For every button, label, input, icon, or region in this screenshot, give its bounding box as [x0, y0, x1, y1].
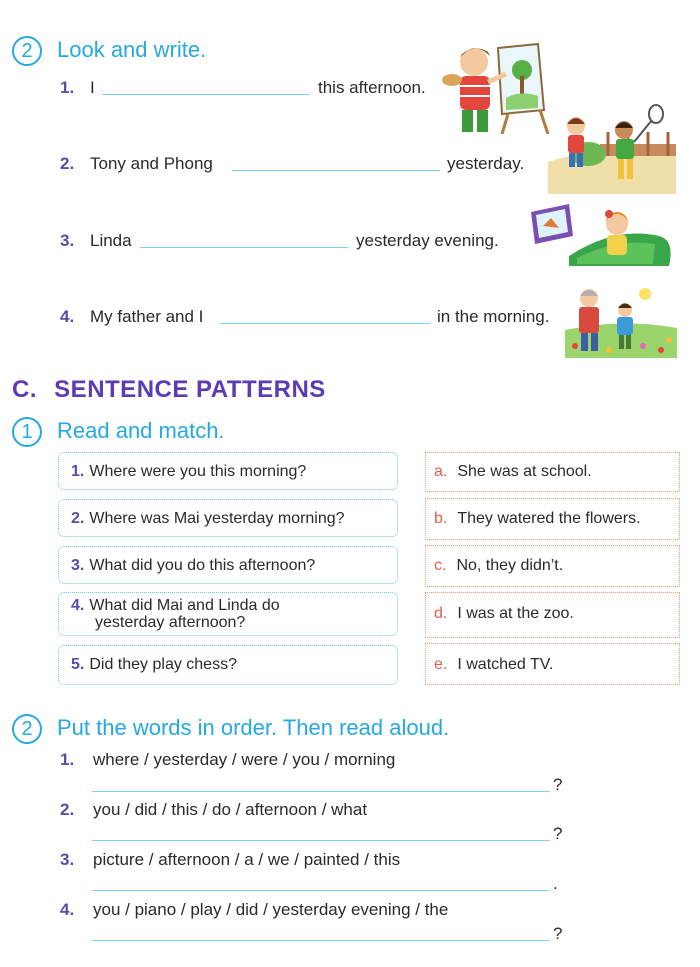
sentence-punctuation: . — [553, 874, 558, 893]
scrambled-words: you / piano / play / did / yesterday evening / the — [93, 900, 449, 919]
answer-text: They watered the flowers. — [457, 510, 641, 527]
exercise-number-badge: 2 — [12, 714, 42, 744]
answer-letter: c. — [434, 557, 447, 574]
answer-blank[interactable] — [220, 323, 430, 324]
boy-painting-illustration — [440, 38, 555, 134]
question-text: Where were you this morning? — [89, 463, 307, 480]
exercise-title: Put the words in order. Then read aloud. — [57, 715, 450, 740]
sentence-start: My father and I — [90, 307, 204, 326]
watching-tv-illustration — [525, 196, 675, 272]
question-text: What did you do this afternoon? — [89, 557, 316, 574]
question-number: 2. — [71, 510, 85, 527]
answer-blank[interactable] — [140, 247, 348, 248]
answer-line[interactable] — [92, 940, 550, 941]
question-text: Did they play chess? — [89, 656, 237, 673]
scrambled-words: picture / afternoon / a / we / painted / this — [93, 850, 401, 869]
scrambled-words: where / yesterday / were / you / morning — [93, 750, 396, 769]
item-number: 3. — [60, 231, 75, 250]
exercise-number-badge: 1 — [12, 417, 42, 447]
sentence-punctuation: ? — [553, 824, 563, 843]
answer-line[interactable] — [92, 840, 550, 841]
sentence-end: yesterday evening. — [356, 231, 499, 250]
match-answer[interactable] — [425, 592, 680, 638]
section-letter: C. — [12, 376, 37, 403]
match-question[interactable] — [58, 452, 398, 490]
answer-line[interactable] — [92, 890, 550, 891]
match-question[interactable] — [58, 499, 398, 537]
answer-letter: e. — [434, 656, 448, 673]
answer-blank[interactable] — [232, 170, 440, 171]
exercise-title: Read and match. — [57, 418, 225, 443]
answer-letter: a. — [434, 463, 448, 480]
watering-flowers-illustration — [565, 280, 677, 358]
badminton-illustration — [548, 102, 676, 194]
item-number: 4. — [60, 307, 75, 326]
question-number: 4. — [71, 597, 85, 614]
answer-text: I watched TV. — [457, 656, 554, 673]
answer-blank[interactable] — [102, 94, 310, 95]
question-number: 1. — [71, 463, 85, 480]
match-answer[interactable] — [425, 452, 680, 492]
exercise-number-badge: 2 — [12, 36, 42, 66]
question-text: Where was Mai yesterday morning? — [89, 510, 345, 527]
sentence-end: yesterday. — [447, 154, 525, 173]
question-number: 5. — [71, 656, 85, 673]
answer-line[interactable] — [92, 791, 550, 792]
match-answer[interactable] — [425, 643, 680, 685]
section-title: SENTENCE PATTERNS — [54, 376, 326, 403]
exercise-title: Look and write. — [57, 37, 207, 62]
sentence-start: Linda — [90, 231, 132, 250]
question-text-line1: What did Mai and Linda do — [89, 597, 280, 614]
answer-text: No, they didn’t. — [456, 557, 564, 574]
answer-text: I was at the zoo. — [457, 605, 574, 622]
sentence-end: in the morning. — [437, 307, 550, 326]
item-number: 4. — [60, 900, 75, 919]
item-number: 3. — [60, 850, 75, 869]
item-number: 2. — [60, 800, 75, 819]
question-text-line2: yesterday afternoon? — [95, 614, 246, 631]
sentence-punctuation: ? — [553, 775, 563, 794]
sentence-punctuation: ? — [553, 924, 563, 943]
answer-letter: d. — [434, 605, 448, 622]
answer-text: She was at school. — [457, 463, 592, 480]
match-answer[interactable] — [425, 498, 680, 540]
answer-letter: b. — [434, 510, 448, 527]
match-question[interactable] — [58, 592, 398, 636]
match-question[interactable] — [58, 546, 398, 584]
sentence-end: this afternoon. — [318, 78, 426, 97]
sentence-start: I — [90, 78, 95, 97]
item-number: 1. — [60, 750, 75, 769]
question-number: 3. — [71, 557, 85, 574]
item-number: 2. — [60, 154, 75, 173]
match-question[interactable] — [58, 645, 398, 685]
sentence-start: Tony and Phong — [90, 154, 213, 173]
scrambled-words: you / did / this / do / afternoon / what — [93, 800, 368, 819]
match-answer[interactable] — [425, 545, 680, 587]
item-number: 1. — [60, 78, 75, 97]
section-heading — [12, 376, 326, 404]
